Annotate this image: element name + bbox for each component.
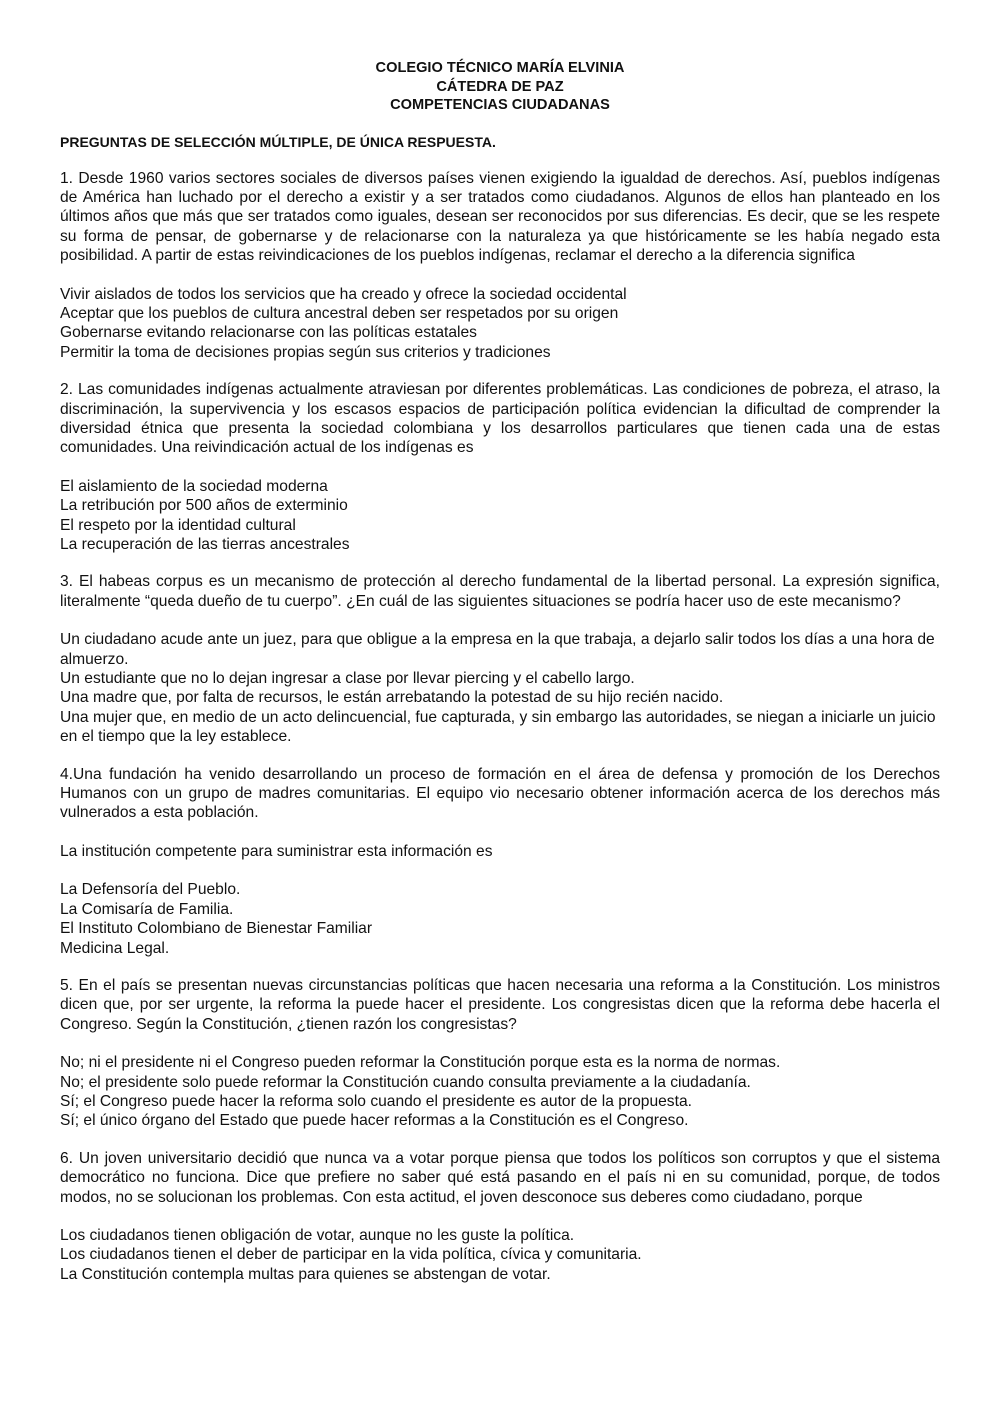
question-text: 4.Una fundación ha venido desarrollando un proceso de formación en el área de defensa y promoción de los Derechos Humanos con un grupo de madres comunitarias. El equipo vio necesario obtener información acerca de los derechos más vulnerados a esta población. — [60, 765, 940, 822]
worksheet-page — [60, 59, 940, 1284]
question-prompt: La institución competente para suministrar esta información es — [60, 842, 493, 860]
answer-option[interactable]: Vivir aislados de todos los servicios que ha creado y ofrece la sociedad occidental — [60, 285, 627, 303]
question-1 — [60, 169, 940, 363]
question-3 — [60, 572, 940, 746]
answer-options — [60, 630, 940, 746]
answer-option[interactable]: Sí; el único órgano del Estado que puede hacer reformas a la Constitución es el Congreso. — [60, 1112, 689, 1130]
answer-option[interactable]: No; ni el presidente ni el Congreso pueden reformar la Constitución porque esta es la norma de normas. — [60, 1054, 781, 1072]
question-2 — [60, 380, 940, 554]
topic-name: COMPETENCIAS CIUDADANAS — [390, 97, 610, 113]
answer-option[interactable]: Sí; el Congreso puede hacer la reforma solo cuando el presidente es autor de la propuesta. — [60, 1092, 692, 1110]
answer-option[interactable]: Medicina Legal. — [60, 939, 170, 957]
answer-option[interactable]: El respeto por la identidad cultural — [60, 516, 296, 534]
answer-option[interactable]: La Comisaría de Familia. — [60, 900, 234, 918]
answer-option[interactable]: Aceptar que los pueblos de cultura ancestral deben ser respetados por su origen — [60, 304, 619, 322]
answer-option[interactable]: Los ciudadanos tienen obligación de votar, aunque no les guste la política. — [60, 1226, 575, 1244]
question-4 — [60, 765, 940, 958]
answer-option[interactable]: El Instituto Colombiano de Bienestar Familiar — [60, 920, 373, 938]
answer-option[interactable]: Permitir la toma de decisiones propias según sus criterios y tradiciones — [60, 343, 551, 361]
answer-option[interactable]: Una mujer que, en medio de un acto delincuencial, fue capturada, y sin embargo las autoridades, se niegan a iniciarle un juicio en el tiempo que la ley establece. — [60, 708, 936, 746]
answer-option[interactable]: Una madre que, por falta de recursos, le están arrebatando la potestad de su hijo recién nacido. — [60, 689, 724, 707]
question-5 — [60, 976, 940, 1131]
answer-options — [60, 880, 940, 958]
question-text: 3. El habeas corpus es un mecanismo de protección al derecho fundamental de la libertad personal. La expresión significa, literalmente “queda dueño de tu cuerpo”. ¿En cuál de las siguientes situaciones se podría hacer uso de este mecanismo? — [60, 573, 940, 610]
question-text: 5. En el país se presentan nuevas circunstancias políticas que hacen necesaria una reforma a la Constitución. Los ministros dicen que, por ser urgente, la reforma la puede hacer el presidente. Los congresistas dicen que la reforma debe hacerla el Congreso. Según la Constitución, ¿tienen razón los congresistas? — [60, 976, 940, 1033]
answer-option[interactable]: No; el presidente solo puede reformar la Constitución cuando consulta previamente a la ciudadanía. — [60, 1073, 751, 1091]
answer-options — [60, 477, 940, 555]
answer-option[interactable]: La recuperación de las tierras ancestrales — [60, 536, 350, 553]
school-name: COLEGIO TÉCNICO MARÍA ELVINIA — [375, 60, 625, 76]
answer-options — [60, 1226, 940, 1284]
subject-name: CÁTEDRA DE PAZ — [436, 78, 564, 95]
document-header — [60, 59, 940, 115]
instructions-heading: PREGUNTAS DE SELECCIÓN MÚLTIPLE, DE ÚNICA RESPUESTA. — [60, 133, 496, 150]
answer-option[interactable]: Un ciudadano acude ante un juez, para que obligue a la empresa en la que trabaja, a dejarlo salir todos los días a una hora de almuerzo. — [60, 631, 935, 668]
answer-option[interactable]: La Constitución contempla multas para quienes se abstengan de votar. — [60, 1265, 551, 1283]
question-6 — [60, 1149, 940, 1284]
answer-options — [60, 285, 940, 363]
answer-option[interactable]: La retribución por 500 años de exterminio — [60, 497, 348, 515]
answer-option[interactable]: Los ciudadanos tienen el deber de participar en la vida política, cívica y comunitaria. — [60, 1246, 642, 1264]
answer-options — [60, 1053, 940, 1131]
question-text: 2. Las comunidades indígenas actualmente atraviesan por diferentes problemáticas. Las condiciones de pobreza, el atraso, la discriminación, la supervivencia y los escasos espacios de participación política evidencian la dificultad de comprender la diversidad étnica que presenta la sociedad colombiana y los desarrollos particulares que tienen cada una de estas comunidades. Una reivindicación actual de los indígenas es — [60, 381, 940, 457]
answer-option[interactable]: El aislamiento de la sociedad moderna — [60, 477, 328, 495]
question-text: 6. Un joven universitario decidió que nunca va a votar porque piensa que todos los políticos son corruptos y que el sistema democrático no funciona. Dice que prefiere no saber qué está pasando en el país ni en su comunidad, porque, de todos modos, no se solucionan los problemas. Con esta actitud, el joven desconoce sus deberes como ciudadano, porque — [60, 1149, 940, 1206]
question-text: 1. Desde 1960 varios sectores sociales de diversos países vienen exigiendo la igualdad de derechos. Así, pueblos indígenas de América han luchado por el derecho a existir y a ser tratados como ciudadanos. Algunos de ellos han planteado en los últimos años que más que ser tratados como iguales, desean ser reconocidos por sus diferencias. Es decir, que se les respete su forma de pensar, de gobernarse y de relacionarse con la naturaleza ya que históricamente se les había negado esta posibilidad. A partir de estas reivindicaciones de los pueblos indígenas, reclamar el derecho a la diferencia significa — [60, 169, 940, 265]
answer-option[interactable]: Un estudiante que no lo dejan ingresar a clase por llevar piercing y el cabello largo. — [60, 670, 635, 688]
answer-option[interactable]: Gobernarse evitando relacionarse con las políticas estatales — [60, 324, 477, 342]
answer-option[interactable]: La Defensoría del Pueblo. — [60, 881, 241, 899]
